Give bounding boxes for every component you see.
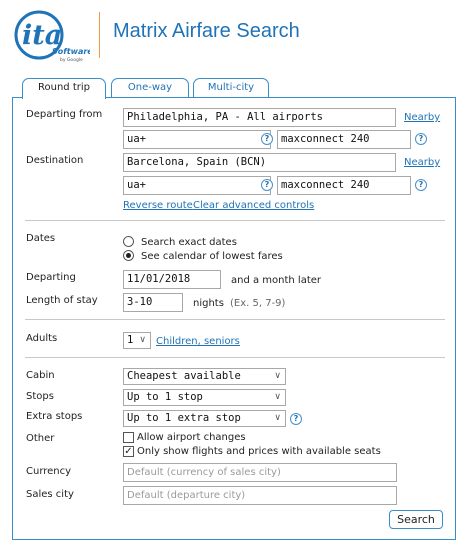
- tab-one-way[interactable]: One-way: [111, 78, 189, 97]
- logo-subtext: Software: [52, 47, 90, 56]
- search-button[interactable]: Search: [389, 510, 443, 529]
- currency-input[interactable]: Default (currency of sales city): [123, 463, 397, 482]
- cabin-value: Cheapest available: [127, 370, 241, 382]
- available-seats-checkbox[interactable]: [123, 446, 134, 457]
- children-seniors-link[interactable]: Children, seniors: [156, 336, 240, 347]
- tab-multi-city[interactable]: Multi-city: [193, 78, 269, 97]
- cabin-label: Cabin: [26, 370, 55, 381]
- origin-routing-input[interactable]: ua+: [123, 130, 271, 149]
- calendar-lowest-fares-radio[interactable]: [123, 250, 134, 261]
- destination-nearby-link[interactable]: Nearby: [404, 157, 441, 168]
- adults-select[interactable]: [123, 332, 151, 349]
- origin-routing-help-icon[interactable]: ?: [261, 133, 273, 145]
- stay-hint: (Ex. 5, 7-9): [230, 298, 286, 309]
- length-of-stay-input[interactable]: 3-10: [123, 293, 183, 312]
- search-exact-dates-label: Search exact dates: [141, 237, 237, 248]
- destination-extension-input[interactable]: maxconnect 240: [277, 176, 411, 195]
- section-divider: [25, 220, 445, 221]
- available-seats-label: Only show flights and prices with available seats: [137, 446, 381, 457]
- stay-unit-label: nights: [193, 298, 224, 309]
- chevron-down-icon: ∨: [139, 335, 146, 345]
- ita-software-logo: [12, 8, 90, 64]
- destination-routing-input[interactable]: ua+: [123, 176, 271, 195]
- departing-label: Departing: [26, 272, 76, 283]
- allow-airport-changes-label: Allow airport changes: [137, 432, 246, 443]
- chevron-down-icon: ∨: [274, 371, 281, 381]
- header-divider: [99, 12, 100, 58]
- origin-nearby-link[interactable]: Nearby: [404, 112, 441, 123]
- chevron-down-icon: ∨: [274, 413, 281, 423]
- section-divider: [25, 357, 445, 358]
- origin-extension-input[interactable]: maxconnect 240: [277, 130, 411, 149]
- adults-value: 1: [127, 334, 134, 346]
- section-divider: [25, 319, 445, 320]
- reverse-route-link[interactable]: Reverse route: [123, 200, 193, 211]
- checkmark-icon: ✓: [124, 446, 133, 457]
- chevron-down-icon: ∨: [274, 392, 281, 402]
- cabin-select[interactable]: [123, 368, 286, 385]
- stops-label: Stops: [26, 391, 54, 402]
- sales-city-input[interactable]: Default (departure city): [123, 486, 397, 505]
- logo-text: ita: [22, 20, 63, 51]
- search-exact-dates-radio[interactable]: [123, 236, 134, 247]
- stops-value: Up to 1 stop: [127, 391, 203, 403]
- destination-label: Destination: [26, 155, 84, 166]
- page-title: Matrix Airfare Search: [113, 20, 300, 42]
- extra-stops-value: Up to 1 extra stop: [127, 412, 241, 424]
- search-form-panel: [12, 97, 456, 540]
- other-label: Other: [26, 433, 55, 444]
- origin-extension-help-icon[interactable]: ?: [415, 133, 427, 145]
- destination-extension-help-icon[interactable]: ?: [415, 179, 427, 191]
- tab-round-trip[interactable]: Round trip: [22, 78, 106, 99]
- departing-date-input[interactable]: 11/01/2018: [123, 270, 221, 289]
- extra-stops-help-icon[interactable]: ?: [290, 413, 302, 425]
- calendar-lowest-fares-label: See calendar of lowest fares: [141, 251, 283, 262]
- adults-label: Adults: [26, 333, 58, 344]
- extra-stops-select[interactable]: [123, 410, 286, 427]
- logo-by-google: by Google: [60, 58, 83, 63]
- length-of-stay-label: Length of stay: [26, 295, 98, 306]
- sales-city-label: Sales city: [26, 489, 74, 500]
- currency-label: Currency: [26, 466, 72, 477]
- stops-select[interactable]: [123, 389, 286, 406]
- clear-advanced-controls-link[interactable]: Clear advanced controls: [193, 200, 315, 211]
- departing-suffix: and a month later: [231, 275, 322, 286]
- destination-routing-help-icon[interactable]: ?: [261, 179, 273, 191]
- origin-input[interactable]: Philadelphia, PA - All airports: [123, 108, 396, 127]
- allow-airport-changes-checkbox[interactable]: [123, 432, 134, 443]
- departing-from-label: Departing from: [26, 109, 103, 120]
- destination-input[interactable]: Barcelona, Spain (BCN): [123, 153, 396, 172]
- extra-stops-label: Extra stops: [26, 411, 83, 422]
- dates-label: Dates: [26, 233, 56, 244]
